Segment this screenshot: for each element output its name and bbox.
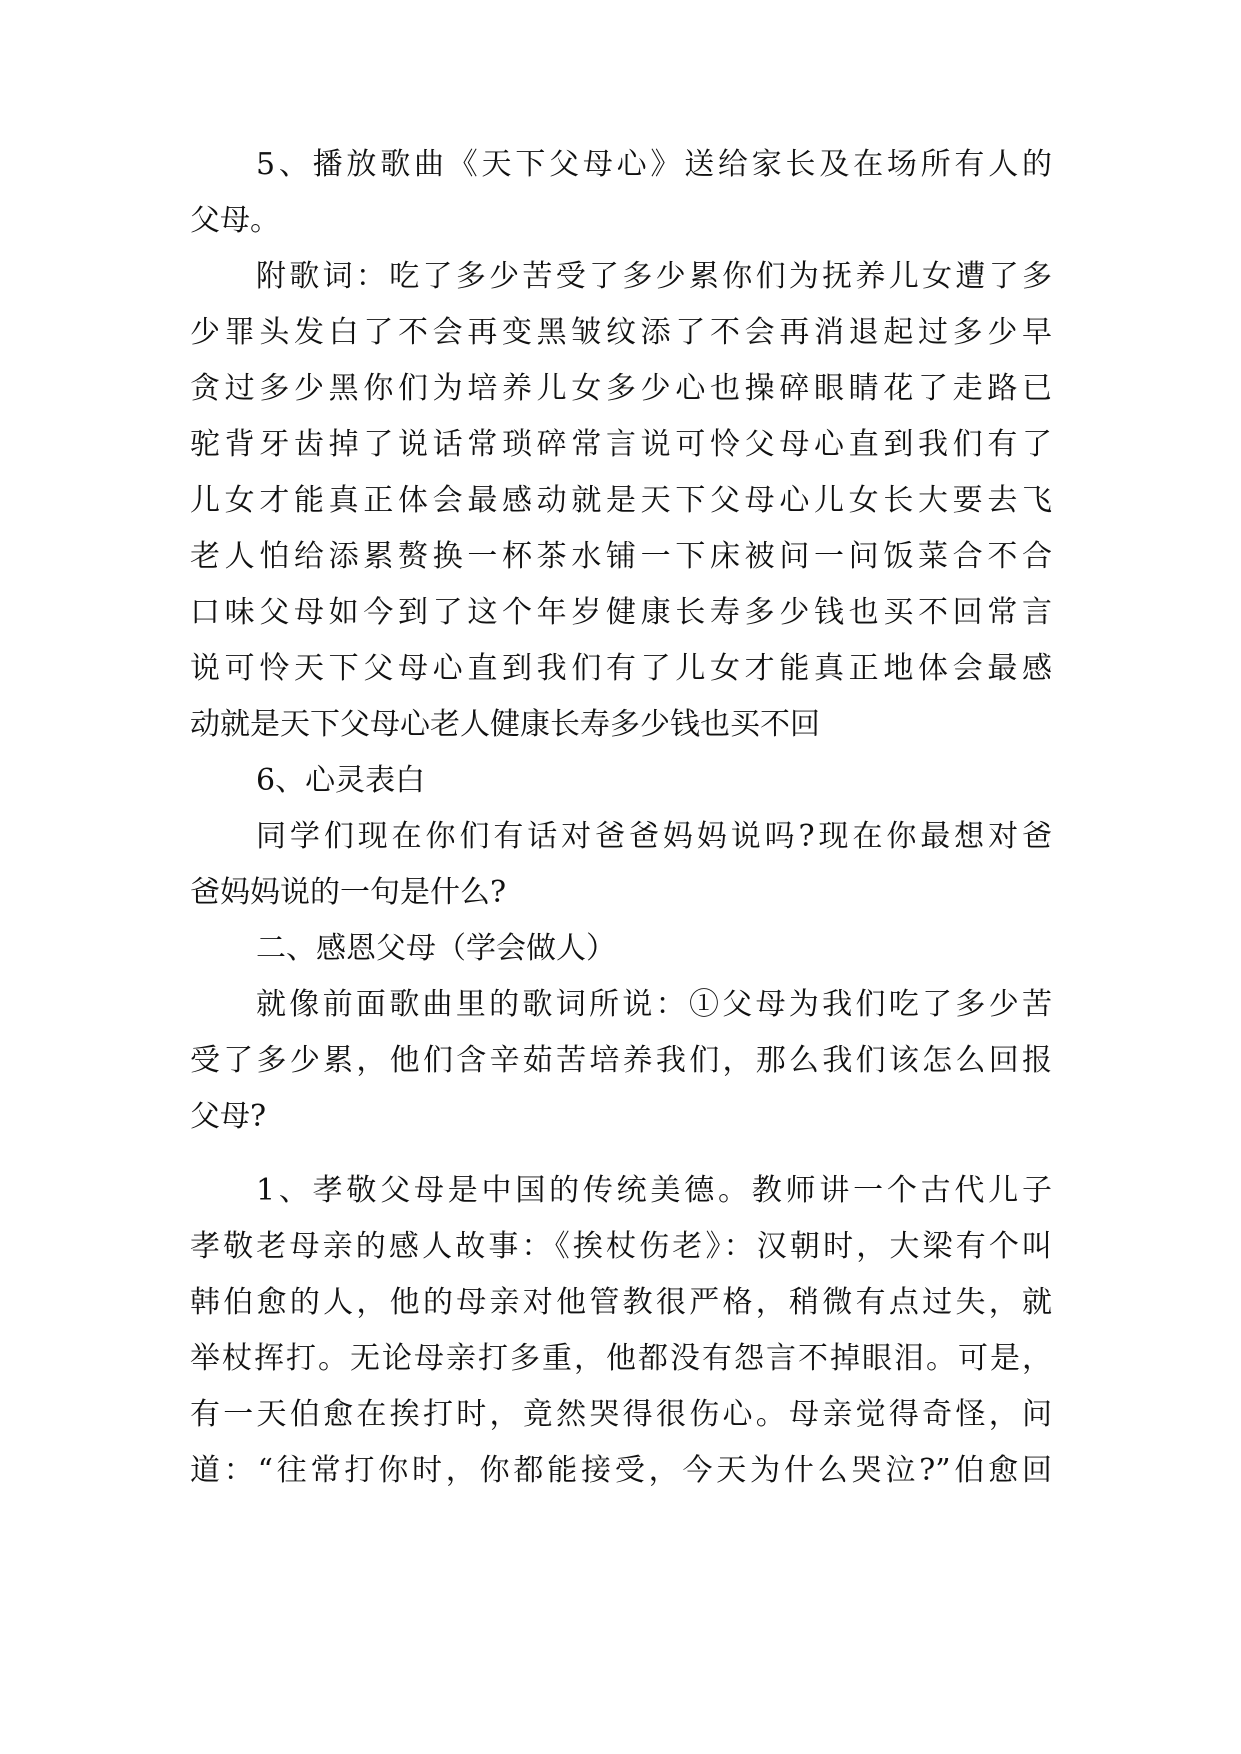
paragraph-line: 动就是天下父母心老人健康长寿多少钱也买不回: [190, 707, 820, 742]
paragraph-line: 爸妈妈说的一句是什么?: [190, 875, 507, 910]
paragraph-line: 父母。: [190, 203, 280, 238]
paragraph-line: 附歌词：吃了多少苦受了多少累你们为抚养儿女遭了多: [256, 259, 1052, 294]
paragraph-line: 韩伯愈的人，他的母亲对他管教很严格，稍微有点过失，就: [190, 1285, 1052, 1320]
paragraph-line: 举杖挥打。无论母亲打多重，他都没有怨言不掉眼泪。可是，: [190, 1341, 1052, 1376]
paragraph-line: 驼背牙齿掉了说话常琐碎常言说可怜父母心直到我们有了: [190, 427, 1052, 462]
paragraph-line: 道：“往常打你时，你都能接受，今天为什么哭泣?”伯愈回: [190, 1453, 1052, 1488]
paragraph-line: 老人怕给添累赘换一杯茶水铺一下床被问一问饭菜合不合: [190, 539, 1052, 574]
paragraph-line: 孝敬老母亲的感人故事：《挨杖伤老》：汉朝时，大梁有个叫: [190, 1229, 1052, 1264]
paragraph-line: 贪过多少黑你们为培养儿女多少心也操碎眼睛花了走路已: [190, 371, 1052, 406]
paragraph-line: 少罪头发白了不会再变黑皱纹添了不会再消退起过多少早: [190, 315, 1052, 350]
section-heading: 6、心灵表白: [256, 763, 426, 798]
paragraph-line: 1、孝敬父母是中国的传统美德。教师讲一个古代儿子: [256, 1173, 1052, 1208]
paragraph-line: 有一天伯愈在挨打时，竟然哭得很伤心。母亲觉得奇怪，问: [190, 1397, 1052, 1432]
paragraph-line: 同学们现在你们有话对爸爸妈妈说吗?现在你最想对爸: [256, 819, 1052, 854]
paragraph-line: 口味父母如今到了这个年岁健康长寿多少钱也买不回常言: [190, 595, 1052, 630]
paragraph-line: 儿女才能真正体会最感动就是天下父母心儿女长大要去飞: [190, 483, 1052, 518]
paragraph-line: 受了多少累，他们含辛茹苦培养我们，那么我们该怎么回报: [190, 1043, 1052, 1078]
paragraph-line: 父母?: [190, 1099, 267, 1134]
paragraph-line: 5、播放歌曲《天下父母心》送给家长及在场所有人的: [256, 147, 1052, 182]
paragraph-line: 说可怜天下父母心直到我们有了儿女才能真正地体会最感: [190, 651, 1052, 686]
paragraph-line: 就像前面歌曲里的歌词所说：①父母为我们吃了多少苦: [256, 987, 1052, 1022]
section-heading: 二、感恩父母（学会做人）: [256, 931, 616, 966]
